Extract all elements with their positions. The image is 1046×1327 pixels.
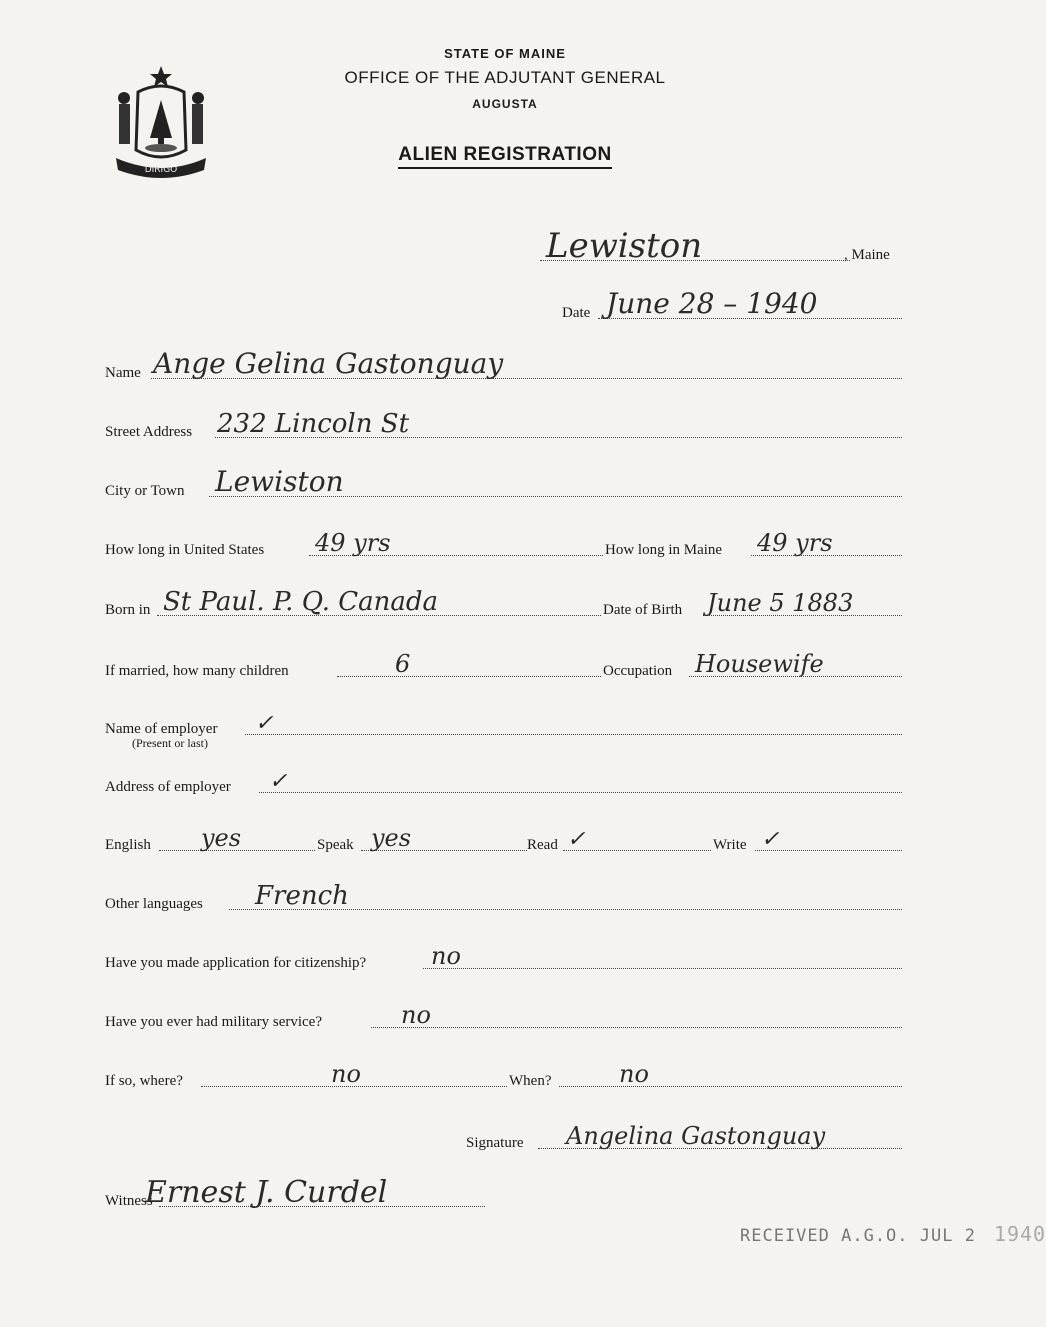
where-value[interactable]: no — [331, 1060, 361, 1088]
dob-label: Date of Birth — [603, 602, 683, 618]
name-row — [105, 347, 902, 382]
header-office: OFFICE OF THE ADJUTANT GENERAL — [344, 68, 666, 87]
born-in-value[interactable]: St Paul. P. Q. Canada — [163, 587, 439, 617]
other-languages-row — [105, 881, 902, 913]
occupation-value[interactable]: Housewife — [695, 650, 824, 678]
occupation-label: Occupation — [603, 663, 673, 679]
when-value[interactable]: no — [619, 1060, 649, 1088]
where-label: If so, where? — [105, 1073, 183, 1089]
received-stamp: RECEIVED A.G.O. JUL 2 1940 — [740, 1222, 1046, 1246]
city-value[interactable]: Lewiston — [215, 465, 344, 498]
speak-label: Speak — [317, 837, 354, 853]
city-row — [105, 465, 902, 500]
name-value[interactable]: Ange Gelina Gastonguay — [153, 347, 504, 380]
how-long-row — [105, 529, 902, 559]
children-row — [105, 650, 902, 680]
where-when-row — [105, 1060, 902, 1090]
read-label: Read — [527, 837, 558, 853]
how-long-us-label: How long in United States — [105, 542, 265, 558]
header-state: STATE OF MAINE — [444, 46, 566, 61]
maine-label: , Maine — [844, 247, 890, 263]
svg-text:DIRIGO: DIRIGO — [144, 165, 178, 175]
military-value[interactable]: no — [401, 1001, 431, 1029]
read-value[interactable]: ✓ — [567, 827, 586, 852]
write-label: Write — [713, 837, 747, 853]
how-long-maine-label: How long in Maine — [605, 542, 723, 558]
employer-address-label: Address of employer — [105, 779, 231, 795]
how-long-maine-value[interactable]: 49 yrs — [757, 529, 833, 557]
employer-address-value[interactable]: ✓ — [269, 769, 288, 794]
born-in-label: Born in — [105, 602, 151, 618]
form-title: ALIEN REGISTRATION — [0, 144, 1010, 166]
employer-value[interactable]: ✓ — [255, 711, 274, 736]
when-label: When? — [509, 1073, 552, 1089]
english-row — [105, 824, 902, 854]
english-value[interactable]: yes — [201, 824, 242, 852]
other-languages-value[interactable]: French — [255, 881, 349, 911]
town-row — [540, 226, 910, 266]
street-label: Street Address — [105, 424, 193, 440]
date-row — [562, 287, 902, 322]
children-value[interactable]: 6 — [395, 650, 411, 678]
other-languages-label: Other languages — [105, 896, 203, 912]
employer-note: (Present or last) — [132, 736, 208, 750]
witness-label: Witness — [105, 1193, 153, 1209]
dob-value[interactable]: June 5 1883 — [707, 589, 854, 617]
employer-label: Name of employer — [105, 721, 218, 737]
town-value[interactable]: Lewiston — [546, 226, 703, 266]
write-value[interactable]: ✓ — [761, 827, 780, 852]
street-value[interactable]: 232 Lincoln St — [217, 409, 410, 439]
citizenship-value[interactable]: no — [431, 942, 461, 970]
military-label: Have you ever had military service? — [105, 1014, 322, 1030]
signature-label: Signature — [466, 1135, 524, 1151]
citizenship-row — [105, 942, 902, 972]
english-label: English — [105, 837, 151, 853]
header-city: AUGUSTA — [472, 97, 538, 111]
signature-value[interactable]: Angelina Gastonguay — [566, 1122, 826, 1150]
witness-row — [105, 1175, 485, 1210]
name-label: Name — [105, 365, 141, 381]
children-label: If married, how many children — [105, 663, 289, 679]
employer-address-row — [105, 769, 902, 796]
date-value[interactable]: June 28 – 1940 — [606, 287, 818, 320]
witness-value[interactable]: Ernest J. Curdel — [145, 1175, 388, 1210]
citizenship-label: Have you made application for citizenship? — [105, 955, 367, 971]
employer-row — [105, 711, 902, 738]
signature-row — [466, 1122, 902, 1152]
city-label: City or Town — [105, 483, 185, 499]
street-row — [105, 409, 902, 441]
speak-value[interactable]: yes — [371, 824, 412, 852]
date-label: Date — [562, 305, 591, 321]
how-long-us-value[interactable]: 49 yrs — [315, 529, 391, 557]
military-row — [105, 1001, 902, 1031]
born-row — [105, 587, 902, 619]
